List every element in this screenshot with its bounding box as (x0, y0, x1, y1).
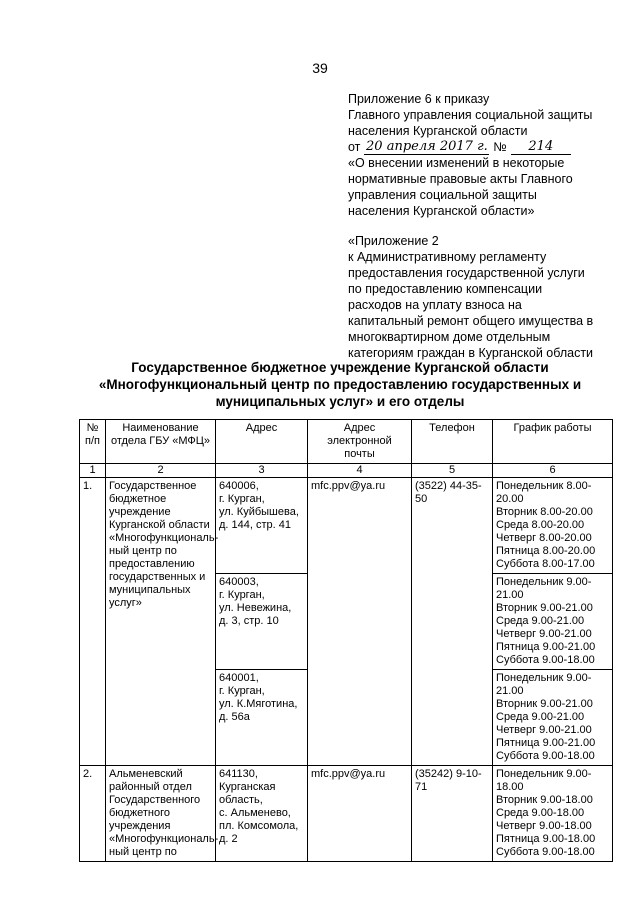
column-number: 1 (80, 464, 106, 478)
title-line: «Многофункциональный центр по предоставлению государственных и (98, 377, 582, 392)
title-line: муниципальных услуг» и его отделы (215, 394, 465, 409)
col-header-number: № п/п (80, 420, 106, 464)
handwritten-number: 214 (511, 140, 571, 155)
schedule-line: Вторник 9.00-21.00 (496, 602, 593, 614)
annex2-line: категориям граждан в Курганской области (348, 346, 594, 360)
office-phone: (35242) 9-10- 71 (412, 766, 493, 862)
office-address: 640006, г. Курган, ул. Куйбышева, д. 144, стр. 41 (216, 478, 308, 574)
office-address: 641130, Курганская область, с. Альменево, пл. Комсомола, д. 2 (216, 766, 308, 862)
offices-table (79, 419, 613, 862)
subject-line: управления социальной защиты (348, 188, 537, 202)
schedule-line: Пятница 9.00-21.00 (496, 641, 596, 653)
column-number: 2 (106, 464, 216, 478)
row-number: 1. (80, 478, 106, 766)
date-prefix: от (348, 140, 361, 154)
schedule-line: Суббота 8.00-17.00 (496, 558, 595, 570)
schedule-line: Вторник 9.00-21.00 (496, 698, 593, 710)
office-name: Альменевский районный отдел Государственного бюджетного учреждения «Многофункциональ-ный центр по (106, 766, 216, 862)
office-email: mfc.ppv@ya.ru (308, 766, 412, 862)
schedule-line: 18.00 (496, 781, 524, 793)
annex2-line: по предоставлению компенсации (348, 282, 543, 296)
date-number-row (348, 139, 618, 155)
schedule-line: Среда 9.00-21.00 (496, 615, 585, 627)
column-number: 5 (412, 464, 493, 478)
annex-line: Главного управления социальной защиты (348, 108, 593, 122)
schedule-line: Суббота 9.00-18.00 (496, 750, 595, 762)
annex-line: населения Курганской области (348, 124, 528, 138)
title-line: Государственное бюджетное учреждение Курганской области (131, 360, 549, 375)
schedule-line: Понедельник 9.00- (496, 768, 592, 780)
column-number: 6 (493, 464, 613, 478)
annex2-line: капитальный ремонт общего имущества в (348, 314, 594, 328)
work-schedule (493, 766, 613, 862)
column-number: 3 (216, 464, 308, 478)
schedule-line: Среда 9.00-21.00 (496, 711, 585, 723)
schedule-line: Среда 8.00-20.00 (496, 519, 585, 531)
schedule-line: Понедельник 9.00- (496, 576, 592, 588)
annex2-block (348, 233, 618, 361)
schedule-line: 20.00 (496, 493, 524, 505)
office-email: mfc.ppv@ya.ru (308, 478, 412, 766)
schedule-line: Четверг 8.00-20.00 (496, 532, 592, 544)
subject-line: «О внесении изменений в некоторые (348, 156, 565, 170)
schedule-line: Среда 9.00-18.00 (496, 807, 585, 819)
document-title (60, 359, 620, 410)
schedule-line: Суббота 9.00-18.00 (496, 846, 595, 858)
schedule-line: Пятница 8.00-20.00 (496, 545, 596, 557)
column-number: 4 (308, 464, 412, 478)
col-header-name: Наименование отдела ГБУ «МФЦ» (106, 420, 216, 464)
schedule-line: Четверг 9.00-21.00 (496, 628, 592, 640)
annex-header (348, 91, 618, 361)
office-address: 640003, г. Курган, ул. Невежина, д. 3, стр. 10 (216, 574, 308, 670)
schedule-line: 21.00 (496, 589, 524, 601)
schedule-line: Пятница 9.00-18.00 (496, 833, 596, 845)
schedule-line: Пятница 9.00-21.00 (496, 737, 596, 749)
subject-line: нормативные правовые акты Главного (348, 172, 573, 186)
column-number-row (80, 464, 613, 478)
work-schedule (493, 574, 613, 670)
schedule-line: Четверг 9.00-18.00 (496, 820, 592, 832)
schedule-line: Вторник 8.00-20.00 (496, 506, 593, 518)
annex2-line: расходов на уплату взноса на (348, 298, 522, 312)
subject-line: населения Курганской области» (348, 204, 535, 218)
row-number: 2. (80, 766, 106, 862)
office-address: 640001, г. Курган, ул. К.Мяготина, д. 56а (216, 670, 308, 766)
office-phone: (3522) 44-35- 50 (412, 478, 493, 766)
schedule-line: Вторник 9.00-18.00 (496, 794, 593, 806)
annex2-line: предоставления государственной услуги (348, 266, 585, 280)
annex2-line: многоквартирном доме отдельным (348, 330, 551, 344)
handwritten-date: 20 апреля 2017 г. (366, 139, 488, 154)
col-header-email: Адрес электронной почты (308, 420, 412, 464)
annex-line: Приложение 6 к приказу (348, 92, 490, 106)
work-schedule (493, 478, 613, 574)
schedule-line: Понедельник 8.00- (496, 480, 592, 492)
schedule-line: Понедельник 9.00- (496, 672, 592, 684)
office-name: Государственное бюджетное учреждение Курганской области «Многофункциональ-ный центр по предоставлению государственных и муниципальных услуг» (106, 478, 216, 766)
number-label: № (493, 140, 507, 154)
col-header-schedule: График работы (493, 420, 613, 464)
page-number: 39 (312, 60, 328, 76)
annex2-line: к Административному регламенту (348, 250, 547, 264)
table-row (80, 478, 613, 574)
col-header-address: Адрес (216, 420, 308, 464)
schedule-line: Суббота 9.00-18.00 (496, 654, 595, 666)
table-row (80, 766, 613, 862)
schedule-line: 21.00 (496, 685, 524, 697)
schedule-line: Четверг 9.00-21.00 (496, 724, 592, 736)
work-schedule (493, 670, 613, 766)
annex2-line: «Приложение 2 (348, 234, 439, 248)
table-header-row (80, 420, 613, 464)
col-header-phone: Телефон (412, 420, 493, 464)
